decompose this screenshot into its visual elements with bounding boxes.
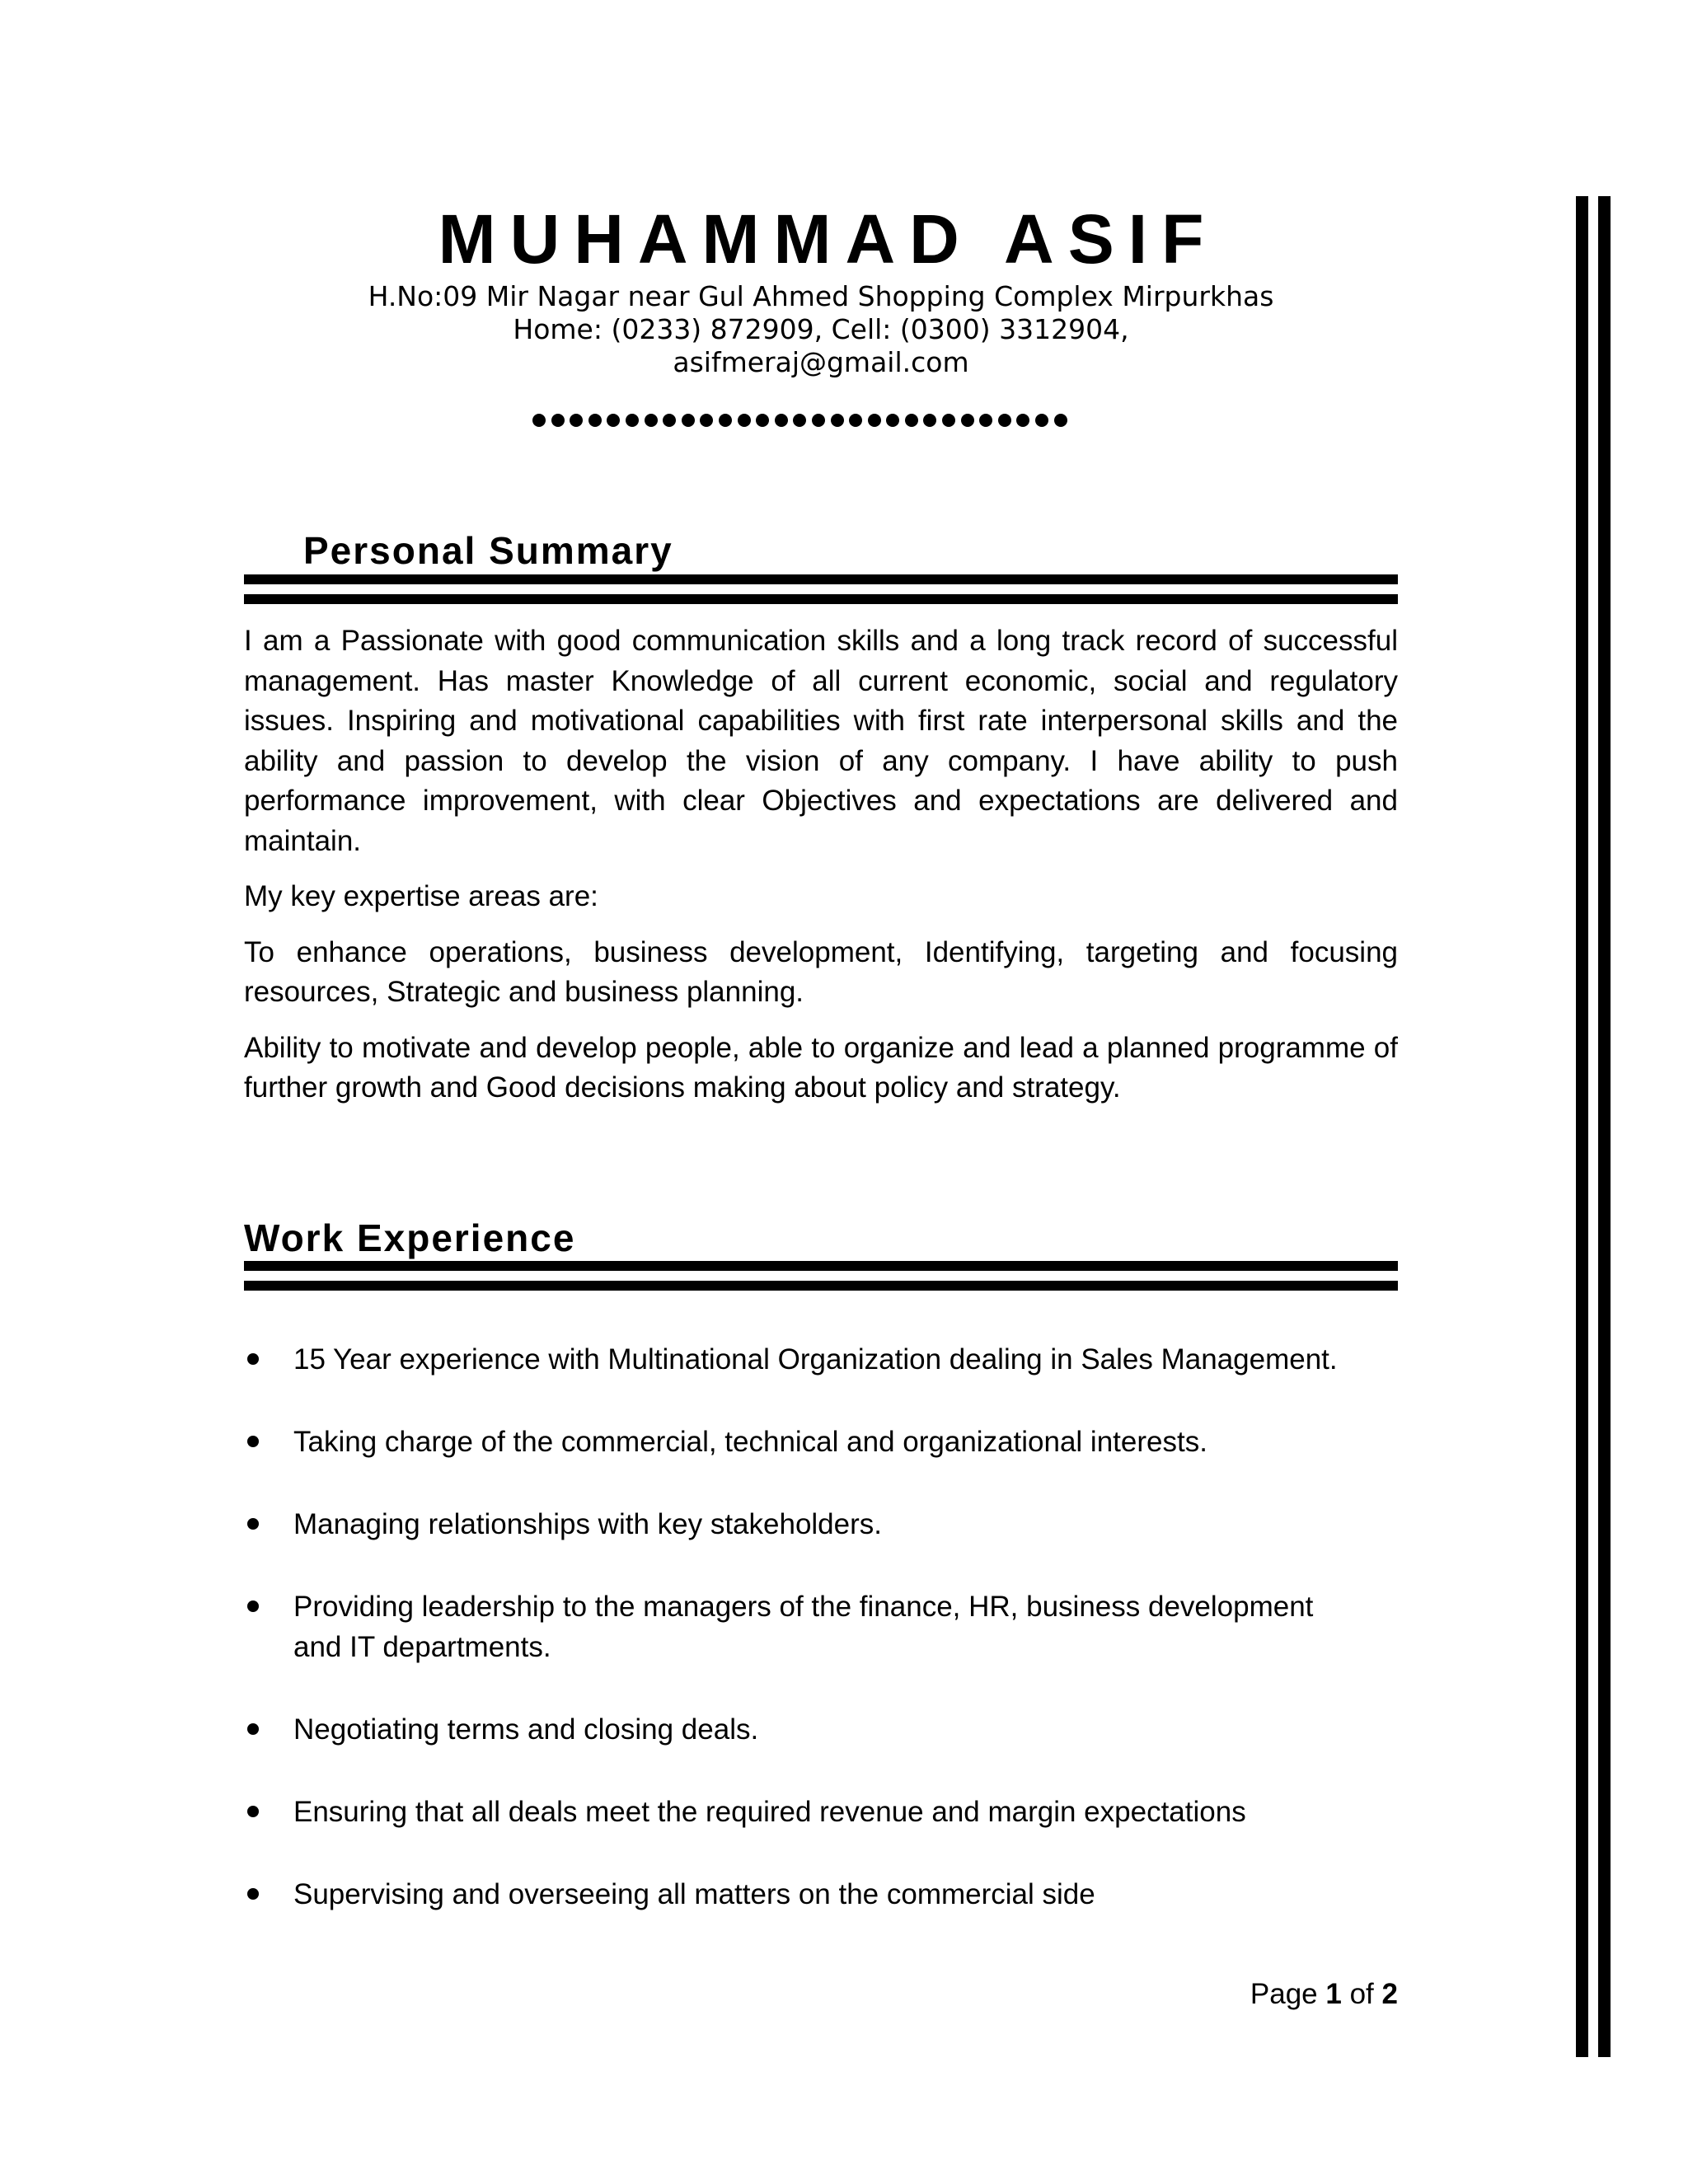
total-pages: 2 — [1381, 1978, 1398, 2010]
list-item — [244, 1586, 1398, 1667]
list-item — [244, 1339, 1398, 1380]
separator-dot — [588, 414, 602, 427]
list-item — [244, 1422, 1398, 1462]
personal-summary-heading: Personal Summary — [303, 529, 673, 572]
candidate-name: MUHAMMAD ASIF — [438, 200, 1218, 278]
list-item-text: Negotiating terms and closing deals. — [293, 1713, 759, 1746]
separator-dot — [812, 414, 825, 427]
list-item — [244, 1709, 1398, 1750]
separator-dot — [1035, 414, 1048, 427]
list-item — [244, 1792, 1398, 1832]
bullet-icon — [247, 1888, 259, 1900]
list-item-text: Taking charge of the commercial, technical and organizational interests. — [293, 1426, 1207, 1458]
separator-dot — [719, 414, 732, 427]
separator-dot — [942, 414, 955, 427]
resume-header — [244, 198, 1398, 379]
right-border-bar-left — [1576, 196, 1588, 2057]
separator-dot — [775, 414, 788, 427]
list-item-text: Providing leadership to the managers of the finance, HR, business development and IT departments. — [293, 1591, 1314, 1663]
separator-dot — [886, 414, 899, 427]
separator-dot — [756, 414, 769, 427]
bullet-icon — [247, 1806, 259, 1817]
summary-paragraph: Ability to motivate and develop people, able to organize and lead a planned programme of further growth and Good decisions making about policy and strategy. — [244, 1031, 1398, 1104]
separator-dot — [849, 414, 862, 427]
work-experience-rule-bottom — [244, 1281, 1398, 1291]
email-address: asifmeraj@gmail.com — [673, 346, 969, 378]
personal-summary-rule-bottom — [244, 594, 1398, 604]
separator-dot — [645, 414, 658, 427]
summary-paragraph: My key expertise areas are: — [244, 880, 598, 912]
separator-dot — [1016, 414, 1029, 427]
separator-dot — [1054, 414, 1067, 427]
current-page: 1 — [1325, 1978, 1342, 2010]
separator-dot — [868, 414, 881, 427]
work-experience-heading: Work Experience — [244, 1216, 576, 1259]
separator-dot — [961, 414, 974, 427]
work-experience-rule-top — [244, 1261, 1398, 1271]
separator-dot — [626, 414, 639, 427]
personal-summary-rule-top — [244, 574, 1398, 584]
right-border-bar-right — [1598, 196, 1611, 2057]
bullet-icon — [247, 1353, 259, 1365]
list-item-text: Ensuring that all deals meet the required revenue and margin expectations — [293, 1796, 1246, 1828]
separator-dot — [700, 414, 713, 427]
separator-dot — [532, 414, 546, 427]
summary-paragraph: To enhance operations, business development, Identifying, targeting and focusing resources, Strategic and business planning. — [244, 935, 1398, 1008]
page-label: Page — [1250, 1978, 1318, 2010]
list-item-text: Supervising and overseeing all matters on the commercial side — [293, 1878, 1095, 1910]
separator-dot — [607, 414, 620, 427]
separator-dot — [570, 414, 583, 427]
separator-dot — [738, 414, 751, 427]
phone-numbers: Home: (0233) 872909, Cell: (0300) 3312904, — [513, 313, 1129, 345]
separator-dot — [793, 414, 806, 427]
separator-dot — [998, 414, 1011, 427]
separator-dot — [682, 414, 695, 427]
personal-summary-body — [244, 621, 1398, 1124]
of-label: of — [1349, 1978, 1374, 2010]
list-item-text: 15 Year experience with Multinational Organization dealing in Sales Management. — [293, 1343, 1338, 1376]
separator-dot — [831, 414, 844, 427]
page-number — [1187, 1975, 1398, 2014]
work-experience-list — [244, 1339, 1398, 1957]
bullet-icon — [247, 1518, 259, 1530]
bullet-icon — [247, 1601, 259, 1612]
list-item — [244, 1504, 1398, 1544]
address: H.No:09 Mir Nagar near Gul Ahmed Shopping Complex Mirpurkhas — [368, 280, 1274, 312]
separator-dot — [979, 414, 992, 427]
bullet-icon — [247, 1723, 259, 1735]
dot-separator — [532, 414, 1067, 427]
list-item — [244, 1874, 1398, 1915]
bullet-icon — [247, 1436, 259, 1447]
summary-paragraph: I am a Passionate with good communication skills and a long track record of successful management. Has master Knowledge of all current economic, social and regulatory issues. Inspiring and motivational capabilities with first rate interpersonal skills and the ability and passion to develop the vision of any company. I have ability to push performance improvement, with clear Objectives and expectations are delivered and maintain. — [244, 625, 1398, 857]
separator-dot — [923, 414, 936, 427]
separator-dot — [663, 414, 676, 427]
separator-dot — [905, 414, 918, 427]
list-item-text: Managing relationships with key stakeholders. — [293, 1508, 882, 1540]
separator-dot — [551, 414, 565, 427]
